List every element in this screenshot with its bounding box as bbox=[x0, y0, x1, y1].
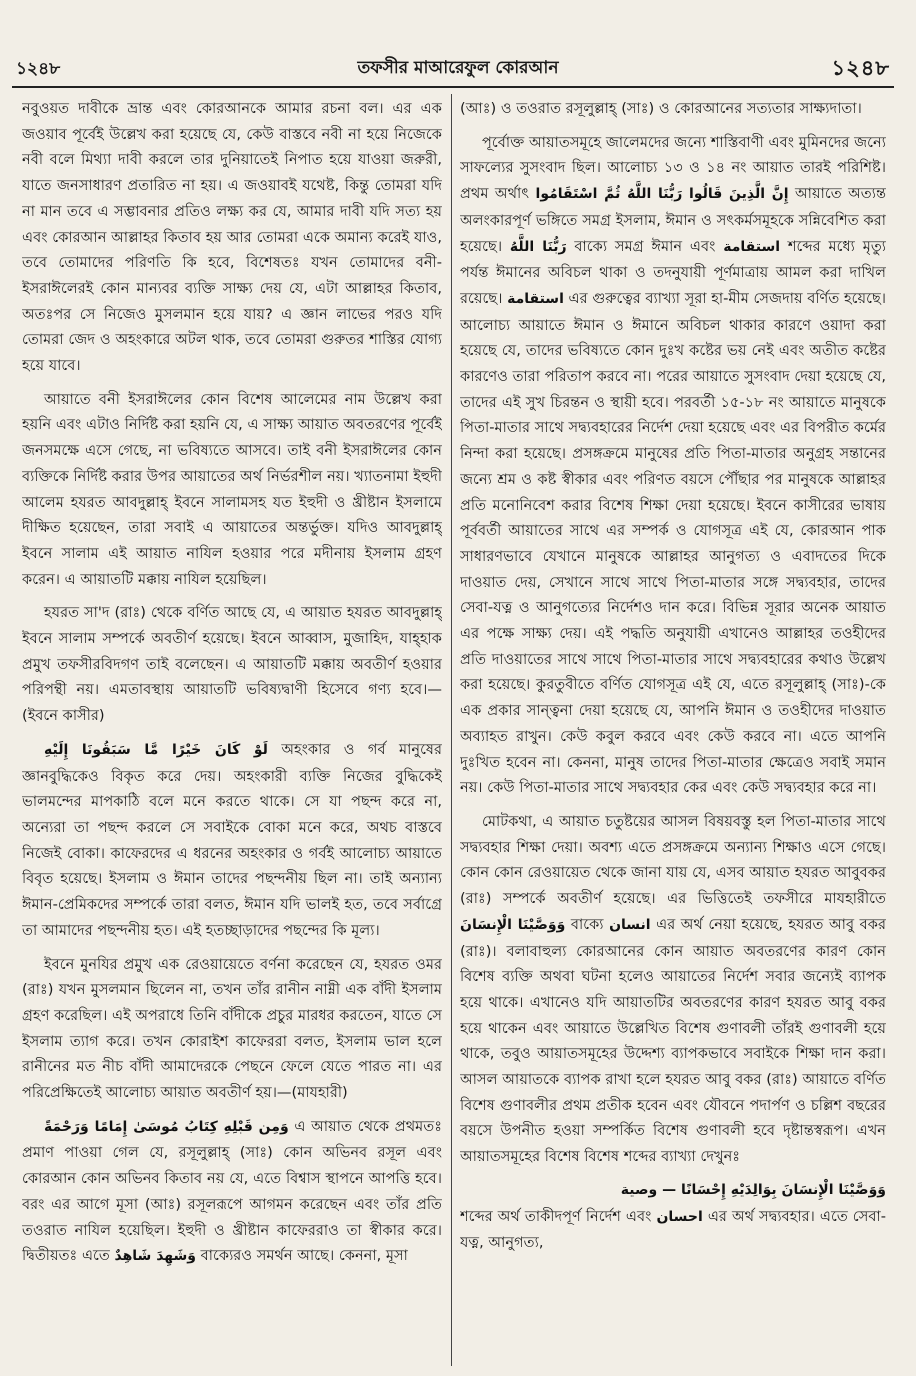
left-column bbox=[22, 96, 442, 1366]
arabic-quote: استقامة bbox=[723, 238, 781, 255]
arabic-quote: إِنَّ الَّذِينَ قَالُوا رَبُّنَا اللَّهُ ثُمَّ اسْتَقَامُوا bbox=[535, 186, 789, 203]
arabic-quote: وَشَهِدَ شَاهِدٌ bbox=[114, 1248, 196, 1265]
paragraph-text: এর অর্থ সদ্ব্যবহার। এতে সেবা-যত্ন, আনুগত্য, bbox=[460, 1207, 886, 1252]
paragraph-text: আয়াতে অত্যন্ত অলংকারপূর্ণ ভঙ্গিতে সমগ্র ইসলাম, ঈমান ও সৎকর্মসমূহকে সন্নিবেশিত করা হয়েছে। bbox=[460, 185, 886, 255]
paragraph: (আঃ) ও তওরাত রসূলুল্লাহ্ (সাঃ) ও কোরআনের সত্যতার সাক্ষ্যদাতা। bbox=[460, 100, 862, 117]
paragraph: হযরত সা'দ (রাঃ) থেকে বর্ণিত আছে যে, এ আয়াত হযরত আবদুল্লাহ্ ইবনে সালাম সম্পর্কে অবতীর্ণ হয়েছে। ইবনে আব্বাস, মুজাহিদ, যাহ্হাক প্রমুখ তফসীরবিদগণ তাই বলেছেন। এ আয়াতটি মক্কায় অবতীর্ণ হওয়ার পরিপন্থী নয়। এমতাবস্থায় আয়াতটি ভবিষ্যদ্বাণী হিসেবে গণ্য হবে।—(ইবনে কাসীর) bbox=[22, 604, 442, 725]
page-number-left: ১২৪৮ bbox=[16, 59, 61, 79]
column-divider bbox=[451, 94, 452, 1366]
arabic-quote: رَبُّنَا اللَّهُ bbox=[509, 238, 567, 255]
paragraph-text: বাক্যেরও সমর্থন আছে। কেননা, মূসা bbox=[200, 1247, 408, 1265]
header-rule bbox=[12, 86, 894, 88]
paragraph: আয়াতে বনী ইসরাঈলের কোন বিশেষ আলেমের নাম উল্লেখ করা হয়নি এবং এটাও নির্দিষ্ট করা হয়নি যে, এ সাক্ষ্য আয়াত অবতরণের পূর্বেই জনসমক্ষে এসে গেছে, না ভবিষ্যতে আসবে। তাই বনী ইসরাঈলের কোন ব্যক্তিকে নির্দিষ্ট করার উপর আয়াতের অর্থ নির্ভরশীল নয়। খ্যাতনামা ইহুদী আলেম হযরত আবদুল্লাহ্ ইবনে সালামসহ যত ইহুদী ও খ্রীষ্টান ইসলামে দীক্ষিত হয়েছেন, তারা সবাই এ আয়াতের অন্তর্ভুক্ত। যদিও আবদুল্লাহ্ ইবনে সালাম এই আয়াত নাযিল হওয়ার পরে মদীনায় ইসলাম গ্রহণ করেন। এ আয়াতটি মক্কায় নাযিল হয়েছিল। bbox=[22, 390, 442, 588]
paragraph-text: শব্দের মধ্যে মৃত্যু পর্যন্ত ঈমানের অবিচল থাকা ও তদনুযায়ী পূর্ণমাত্রায় আমল করা দাখিল রয়েছে। bbox=[460, 237, 886, 307]
paragraph bbox=[22, 1114, 442, 1270]
arabic-quote: وَمِن قَبْلِهِ كِتَابُ مُوسَىٰ إِمَامًا وَرَحْمَةً bbox=[44, 1118, 289, 1135]
paragraph-text: বাক্যে bbox=[570, 915, 604, 933]
arabic-quote: انسان bbox=[609, 916, 651, 933]
arabic-verse: وَوَصَّيْنَا الْإِنسَانَ بِوَالِدَيْهِ إِحْسَانًا bbox=[680, 1181, 886, 1198]
paragraph bbox=[22, 737, 442, 944]
arabic-word: وصية bbox=[620, 1181, 658, 1198]
paragraph: ইবনে মুনযির প্রমুখ এক রেওয়ায়েতে বর্ণনা করেছেন যে, হযরত ওমর (রাঃ) যখন মুসলমান ছিলেন না, তখন তাঁর রানীন নাম্নী এক বাঁদী ইসলাম গ্রহণ করেছিল। এই অপরাধে তিনি বাঁদীকে প্রচুর মারধর করতেন, যাতে সে ইসলাম ত্যাগ করে। তখন কোরাইশ কাফেররা বলত, ইসলাম ভাল হলে রানীনের মত নীচ বাঁদী আমাদেরকে পেছনে ফেলে যেতে পারত না। এর পরিপ্রেক্ষিতেই আলোচ্য আয়াত অবতীর্ণ হয়।—(মাযহারী) bbox=[22, 955, 442, 1102]
arabic-quote: وَوَصَّيْنَا الْإِنسَانَ bbox=[460, 916, 566, 933]
paragraph-text: এর অর্থ নেয়া হয়েছে, হযরত আবু বকর (রাঃ)। বলাবাহুল্য কোরআনের কোন আয়াত অবতরণের কারণ কোন বিশেষ ব্যক্তি অথবা ঘটনা হলেও আয়াতের নির্দেশ সবার জন্যেই ব্যাপক হয়ে থাকে। এখানেও যদি আয়াতটির অবতরণের কারণ হযরত আবু বকর হয়ে থাকেন এবং আয়াতে উল্লেখিত বিশেষ গুণাবলী তাঁরই গুণাবলী হয়ে থাকে, তবুও আয়াতসমূহের উদ্দেশ্য ব্যাপকভাবে সবাইকে শিক্ষা দান করা। আসল আয়াতকে ব্যাপক রাখা হলে হযরত আবু বকর (রাঃ) আয়াতে বর্ণিত বিশেষ গুণাবলীর প্রথম প্রতীক হবেন এবং যৌবনে পদার্পণ ও চল্লিশ বছরের বয়সে উপনীত হওয়া সম্পর্কিত বিশেষ গুণাবলী হবে দৃষ্টান্তস্বরূপ। এখন আয়াতসমূহের বিশেষ বিশেষ শব্দের ব্যাখ্যা দেখুনঃ bbox=[460, 915, 886, 1166]
paragraph-text: এ আয়াত থেকে প্রথমতঃ প্রমাণ পাওয়া গেল যে, রসূলুল্লাহ্ (সাঃ) কোন অভিনব রসূল এবং কোরআন কোন অভিনব কিতাব নয় যে, এতে বিশ্বাস স্থাপনে আপত্তি হবে। বরং এর আগে মূসা (আঃ) রসূলরূপে আগমন করেছেন এবং তাঁর প্রতি তওরাত নাযিল হয়েছিল। ইহুদী ও খ্রীষ্টান কাফেররাও তা স্বীকার করে। দ্বিতীয়তঃ এতে bbox=[22, 1117, 442, 1265]
paragraph-text: বাক্যে সমগ্র ঈমান এবং bbox=[574, 237, 716, 255]
page-header bbox=[0, 52, 916, 86]
arabic-quote: استقامة bbox=[507, 290, 564, 307]
running-title: তফসীর মাআরেফুল কোরআন bbox=[357, 58, 559, 78]
arabic-quote: لَوْ كَانَ خَيْرًا مَّا سَبَقُونَا إِلَيْهِ bbox=[44, 741, 268, 758]
arabic-quote: احسان bbox=[656, 1208, 703, 1225]
paragraph-text: মোটকথা, এ আয়াত চতুষ্টয়ের আসল বিষয়বস্তু হল পিতা-মাতার সাথে সদ্ব্যবহার শিক্ষা দেয়া। অবশ্য এতে প্রসঙ্গক্রমে অন্যান্য শিক্ষাও এসে গেছে। কোন কোন রেওয়ায়েত থেকে জানা যায় যে, এসব আয়াত হযরত আবুবকর (রাঃ) সম্পর্কে অবতীর্ণ হয়েছে। এর ভিত্তিতেই তফসীরে মাযহারীতে bbox=[460, 812, 886, 908]
paragraph bbox=[460, 130, 886, 801]
paragraph: নবুওয়ত দাবীকে ভ্রান্ত এবং কোরআনকে আমার রচনা বল। এর এক জওয়াব পূর্বেই উল্লেখ করা হয়েছে যে, কেউ বাস্তবে নবী না হয়ে নিজেকে নবী বলে মিথ্যা দাবী করলে তার দুনিয়াতেই নিপাত হয়ে যাওয়া জরুরী, যাতে জনসাধারণ প্রতারিত না হয়। এ জওয়াবই যথেষ্ট, কিন্তু তোমরা যদি না মান তবে এ সম্ভাবনার প্রতিও লক্ষ্য কর যে, আমার দাবী যদি সত্য হয় এবং কোরআন আল্লাহর কিতাব হয় আর তোমরা একে অমান্য করেই যাও, তবে তোমাদের পরিণতি কি হবে, বিশেষতঃ যখন তোমাদের বনী-ইসরাঈলেরই কোন মান্যবর ব্যক্তি সাক্ষ্য দেয় যে, এটা আল্লাহর কিতাব, অতঃপর সে নিজেও মুসলমান হয়ে যায়? এ জ্ঞান লাভের পরও যদি তোমরা জেদ ও অহংকারে অটল থাক, তবে তোমরা গুরুতর শাস্তির যোগ্য হয়ে যাবে। bbox=[22, 100, 442, 375]
right-column bbox=[460, 96, 886, 1366]
paragraph-text: শব্দের অর্থ তাকীদপূর্ণ নির্দেশ এবং bbox=[460, 1207, 652, 1225]
arabic-heading bbox=[460, 1178, 886, 1204]
paragraph-text: পূর্বোক্ত আয়াতসমূহে জালেমদের জন্যে শাস্তিবাণী এবং মুমিনদের জন্যে সাফল্যের সুসংবাদ ছিল। আলোচ্য ১৩ ও ১৪ নং আয়াত তারই পরিশিষ্ট। প্রথম অর্থাৎ bbox=[460, 133, 886, 203]
paragraph bbox=[460, 1178, 886, 1256]
paragraph-text: অহংকার ও গর্ব মানুষের জ্ঞানবুদ্ধিকেও বিকৃত করে দেয়। অহংকারী ব্যক্তি নিজের বুদ্ধিকেই ভালমন্দের মাপকাঠি বলে মনে করতে থাকে। সে যা পছন্দ করে না, অন্যেরা তা পছন্দ করলে সে সবাইকে বোকা মনে করে, অথচ বাস্তবে নিজেই বোকা। কাফেরদের এ ধরনের অহংকার ও গর্বই আলোচ্য আয়াতে বিবৃত হয়েছে। ইসলাম ও ঈমান তাদের পছন্দনীয় ছিল না। তাই অন্যান্য ঈমান-প্রেমিকদের সম্পর্কে তারা বলত, ঈমান যদি ভালই হত, তবে সর্বাগ্রে তা আমাদের পছন্দনীয় হত। এই হতচ্ছাড়াদের পছন্দের কি মূল্য। bbox=[22, 740, 442, 939]
dash: — bbox=[662, 1181, 677, 1198]
paragraph bbox=[460, 809, 886, 1170]
page-number-right: ১২৪৮ bbox=[831, 56, 890, 80]
paragraph-text: এর গুরুত্বের ব্যাখ্যা সূরা হা-মীম সেজদায় বর্ণিত হয়েছে। আলোচ্য আয়াতে ঈমান ও ঈমানে অবিচল থাকার কারণে ওয়াদা করা হয়েছে যে, তাদের ভবিষ্যতে কোন দুঃখ কষ্টের ভয় নেই এবং অতীত কষ্টের কারণেও তারা পরিতাপ করবে না। পরের আয়াতে সুসংবাদ দেয়া হয়েছে যে, তাদের এই সুখ চিরন্তন ও স্থায়ী হবে। পরবর্তী ১৫-১৮ নং আয়াতে মানুষকে পিতা-মাতার সাথে সদ্ব্যবহারের নির্দেশ দেয়া হয়েছে এবং এর বিপরীত কর্মের নিন্দা করা হয়েছে। প্রসঙ্গক্রমে মানুষের প্রতি পিতা-মাতার অনুগ্রহ সন্তানের জন্যে শ্রম ও কষ্ট স্বীকার এবং পরিণত বয়সে পৌঁছার পর মানুষকে আল্লাহর প্রতি মনোনিবেশ করার বিশেষ শিক্ষা দেয়া হয়েছে। ইবনে কাসীরের ভাষায় পূর্ববর্তী আয়াতের সাথে এর সম্পর্ক ও যোগসূত্র এই যে, কোরআন পাক সাধারণভাবে যেখানে মানুষকে আল্লাহর আনুগত্য ও এবাদতের দিকে দাওয়াত দেয়, সেখানে সাথে সাথে পিতা-মাতার সঙ্গে সদ্ব্যবহার, তাদের সেবা-যত্ন ও আনুগত্যের নির্দেশও দান করে। বিভিন্ন সূরার অনেক আয়াত এর পক্ষে সাক্ষ্য দেয়। এই পদ্ধতি অনুযায়ী এখানেও আল্লাহর তওহীদের প্রতি দাওয়াতের সাথে সাথে পিতা-মাতার সাথে সদ্ব্যবহারের কথাও উল্লেখ করা হয়েছে। কুরতুবীতে বর্ণিত যোগসূত্র এই যে, এতে রসূলুল্লাহ্ (সাঃ)-কে এক প্রকার সান্ত্বনা দেয়া হয়েছে যে, আপনি ঈমান ও তওহীদের দাওয়াত অব্যাহত রাখুন। কেউ কবুল করবে এবং কেউ করবে না। এতে আপনি দুঃখিত হবেন না। কেননা, মানুষ তাদের পিতা-মাতার ক্ষেত্রেও সবাই সমান নয়। কেউ পিতা-মাতার সাথে সদ্ব্যবহার কের এবং কেউ সদ্ব্যবহার করে না। bbox=[460, 289, 886, 797]
